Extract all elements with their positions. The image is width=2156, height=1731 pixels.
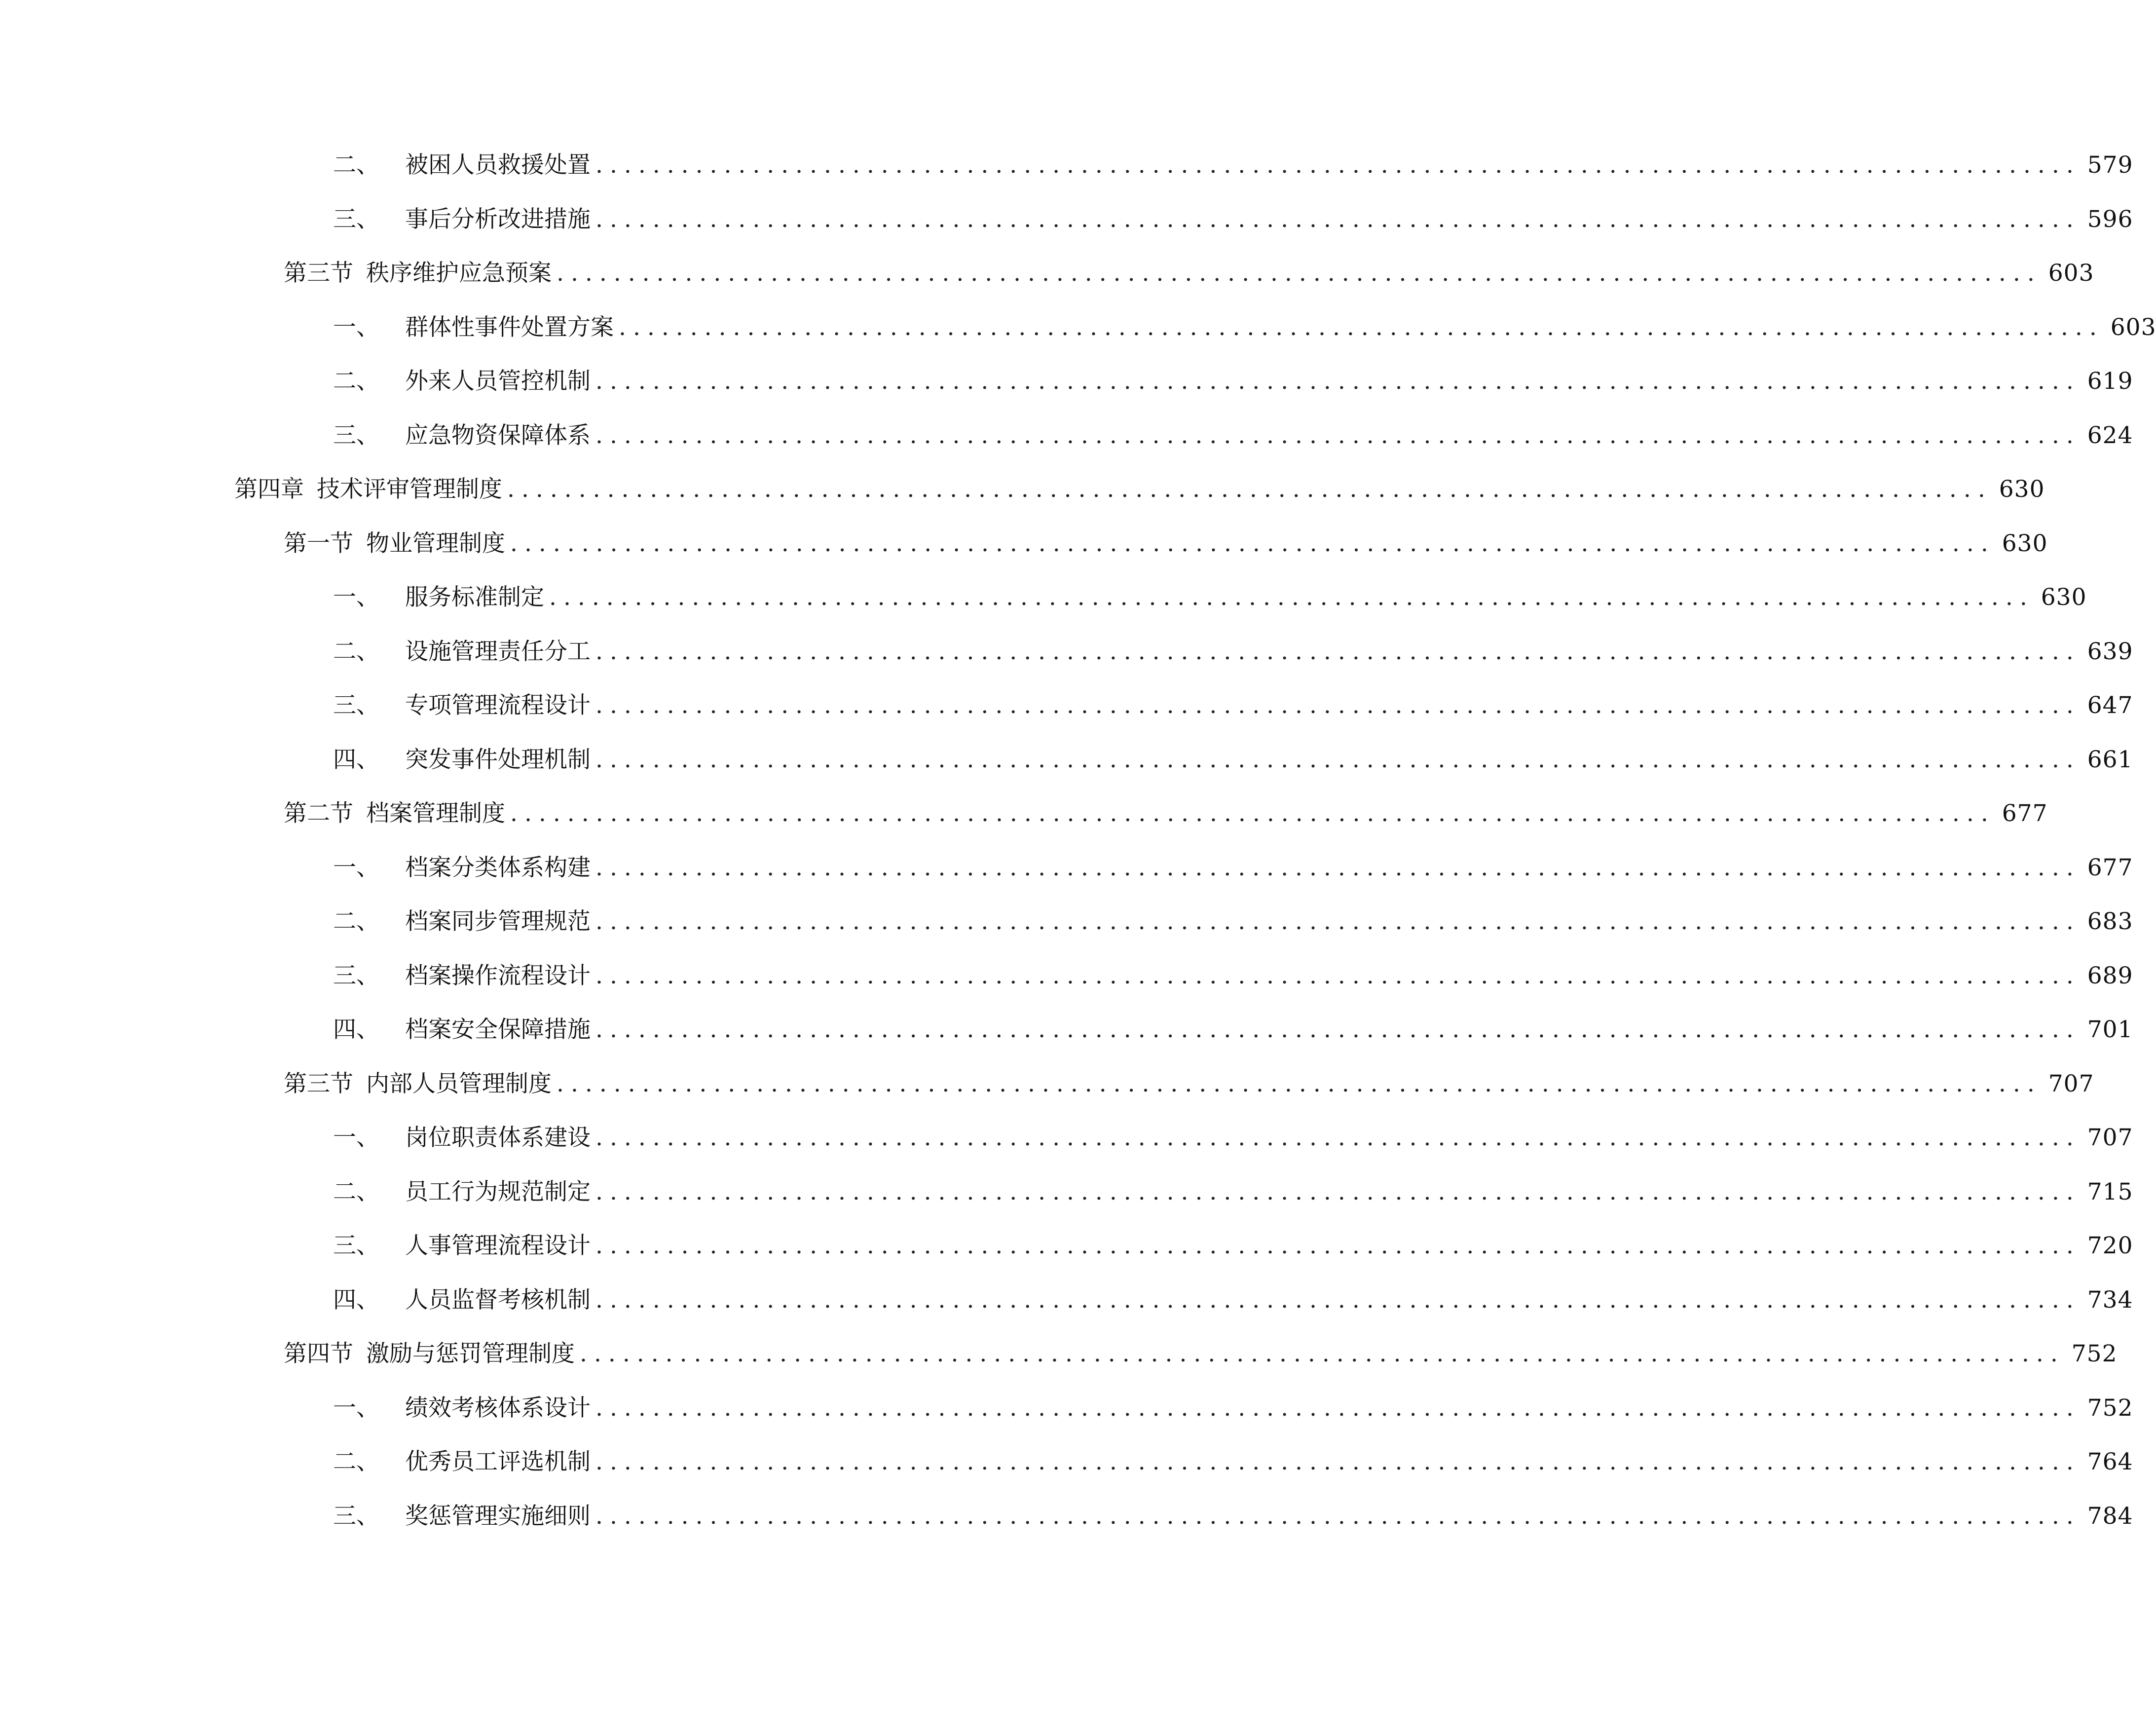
toc-page-number: 579: [2087, 151, 2133, 179]
toc-entry-number: 二、: [333, 368, 379, 395]
toc-entry-number: 三、: [333, 1503, 379, 1530]
toc-entry-title: 应急物资保障体系: [405, 422, 591, 449]
toc-entry-title: 激励与惩罚管理制度: [366, 1340, 575, 1367]
toc-entry-number: 一、: [333, 314, 379, 341]
toc-entry-number: 二、: [333, 1178, 379, 1205]
toc-entry-number: 一、: [333, 584, 379, 611]
toc-entry[interactable]: [0, 848, 2133, 888]
toc-page-number: 603: [2110, 314, 2156, 341]
toc-entry-title: 档案管理制度: [366, 800, 505, 827]
toc-page-number: 707: [2087, 1124, 2133, 1151]
toc-dot-leader: ........................................................................................................: [595, 1503, 2081, 1530]
toc-entry-title: 档案操作流程设计: [405, 962, 591, 989]
toc-entry-title: 群体性事件处置方案: [405, 314, 614, 341]
toc-entry-title: 设施管理责任分工: [405, 638, 591, 665]
toc-page-number: 647: [2087, 692, 2133, 719]
toc-entry-title: 技术评审管理制度: [317, 476, 502, 503]
toc-dot-leader: ........................................................................................................: [595, 1232, 2081, 1259]
toc-entry-number: 第四节: [284, 1340, 353, 1367]
toc-dot-leader: ........................................................................................................: [510, 800, 1995, 827]
toc-entry-title: 人事管理流程设计: [405, 1232, 591, 1259]
toc-dot-leader: ........................................................................................................: [549, 584, 2034, 611]
toc-page-number: 752: [2071, 1340, 2118, 1367]
toc-entry-title: 人员监督考核机制: [405, 1286, 591, 1314]
toc-entry-number: 第四章: [234, 476, 304, 503]
toc-entry-number: 三、: [333, 422, 379, 449]
toc-page-number: 639: [2087, 638, 2133, 665]
toc-entry-number: 一、: [333, 1394, 379, 1422]
toc-entry-title: 奖惩管理实施细则: [405, 1503, 591, 1530]
toc-page-number: 720: [2087, 1232, 2133, 1259]
toc-dot-leader: ........................................................................................................: [580, 1340, 2065, 1367]
toc-entry[interactable]: [0, 956, 2133, 996]
toc-dot-leader: ........................................................................................................: [595, 692, 2081, 719]
toc-entry[interactable]: [0, 632, 2133, 672]
toc-entry[interactable]: [0, 794, 2048, 833]
toc-page-number: 661: [2087, 746, 2133, 773]
toc-dot-leader: ........................................................................................................: [595, 422, 2081, 449]
toc-entry[interactable]: [0, 524, 2048, 564]
toc-entry-title: 外来人员管控机制: [405, 368, 591, 395]
toc-page-number: 630: [1999, 476, 2045, 503]
toc-entry[interactable]: [0, 362, 2133, 401]
toc-dot-leader: ........................................................................................................: [595, 368, 2081, 395]
toc-entry[interactable]: [0, 578, 2087, 617]
toc-page-number: 596: [2087, 206, 2133, 233]
toc-entry-title: 档案同步管理规范: [405, 908, 591, 935]
toc-entry-title: 员工行为规范制定: [405, 1178, 591, 1205]
toc-dot-leader: ........................................................................................................: [595, 746, 2081, 773]
toc-entry-number: 第三节: [284, 260, 353, 287]
toc-entry-number: 三、: [333, 962, 379, 989]
toc-page-number: 701: [2087, 1016, 2133, 1043]
toc-page-number: 784: [2087, 1503, 2133, 1530]
toc-entry-title: 岗位职责体系建设: [405, 1124, 591, 1151]
toc-entry[interactable]: [0, 1010, 2133, 1050]
toc-dot-leader: ........................................................................................................: [595, 1124, 2081, 1151]
toc-entry[interactable]: [0, 470, 2045, 509]
toc-page-number: 764: [2087, 1448, 2133, 1475]
toc-entry-title: 档案安全保障措施: [405, 1016, 591, 1043]
toc-entry[interactable]: [0, 1172, 2133, 1212]
toc-entry[interactable]: [0, 146, 2133, 185]
toc-dot-leader: ........................................................................................................: [595, 962, 2081, 989]
toc-entry-title: 档案分类体系构建: [405, 854, 591, 881]
toc-dot-leader: ........................................................................................................: [595, 1394, 2081, 1422]
toc-dot-leader: ........................................................................................................: [595, 1016, 2081, 1043]
toc-dot-leader: ........................................................................................................: [619, 314, 2104, 341]
toc-page-number: 752: [2087, 1394, 2133, 1422]
toc-page-number: 619: [2087, 368, 2133, 395]
toc-entry-number: 二、: [333, 151, 379, 179]
toc-page-number: 689: [2087, 962, 2133, 989]
toc-dot-leader: ........................................................................................................: [510, 530, 1995, 557]
toc-page-number: 707: [2048, 1070, 2094, 1097]
toc-page-number: 734: [2087, 1286, 2133, 1314]
toc-dot-leader: ........................................................................................................: [507, 476, 1992, 503]
toc-entry-number: 第二节: [284, 800, 353, 827]
toc-entry[interactable]: [0, 416, 2133, 455]
toc-entry-title: 优秀员工评选机制: [405, 1448, 591, 1475]
toc-entry-title: 内部人员管理制度: [366, 1070, 552, 1097]
toc-page-number: 624: [2087, 422, 2133, 449]
toc-entry-number: 四、: [333, 746, 379, 773]
toc-entry-number: 二、: [333, 908, 379, 935]
toc-entry-number: 第三节: [284, 1070, 353, 1097]
toc-entry[interactable]: [0, 902, 2133, 941]
toc-entry[interactable]: [0, 1064, 2094, 1104]
toc-dot-leader: ........................................................................................................: [557, 260, 2042, 287]
toc-entry[interactable]: [0, 1280, 2133, 1320]
toc-dot-leader: ........................................................................................................: [595, 638, 2081, 665]
toc-entry-number: 二、: [333, 1448, 379, 1475]
toc-page-number: 715: [2087, 1178, 2133, 1205]
toc-entry-number: 二、: [333, 638, 379, 665]
toc-page-number: 630: [2002, 530, 2048, 557]
toc-entry[interactable]: [0, 1334, 2118, 1374]
toc-page-number: 603: [2048, 260, 2094, 287]
toc-dot-leader: ........................................................................................................: [557, 1070, 2042, 1097]
toc-entry-title: 物业管理制度: [366, 530, 505, 557]
toc-dot-leader: ........................................................................................................: [595, 854, 2081, 881]
toc-entry[interactable]: [0, 1118, 2133, 1158]
toc-dot-leader: ........................................................................................................: [595, 1448, 2081, 1475]
toc-entry-number: 三、: [333, 1232, 379, 1259]
toc-page-number: 677: [2087, 854, 2133, 881]
toc-entry-title: 专项管理流程设计: [405, 692, 591, 719]
toc-page-number: 683: [2087, 908, 2133, 935]
toc-entry-number: 第一节: [284, 530, 353, 557]
toc-entry[interactable]: [0, 686, 2133, 725]
toc-entry[interactable]: [0, 254, 2094, 293]
toc-entry-number: 三、: [333, 206, 379, 233]
toc-entry-number: 四、: [333, 1016, 379, 1043]
toc-entry-title: 事后分析改进措施: [405, 206, 591, 233]
toc-page-number: 677: [2002, 800, 2048, 827]
toc-entry[interactable]: [0, 1389, 2133, 1428]
toc-entry-title: 绩效考核体系设计: [405, 1394, 591, 1422]
toc-dot-leader: ........................................................................................................: [595, 1286, 2081, 1314]
toc-entry-title: 秩序维护应急预案: [366, 260, 552, 287]
toc-entry-number: 四、: [333, 1286, 379, 1314]
toc-entry-title: 突发事件处理机制: [405, 746, 591, 773]
toc-entry[interactable]: [0, 200, 2133, 239]
toc-dot-leader: ........................................................................................................: [595, 206, 2081, 233]
toc-entry[interactable]: [0, 1226, 2133, 1266]
toc-page-number: 630: [2041, 584, 2087, 611]
toc-entry-number: 一、: [333, 854, 379, 881]
toc-entry[interactable]: [0, 740, 2133, 780]
toc-entry-title: 被困人员救援处置: [405, 151, 591, 179]
toc-entry-title: 服务标准制定: [405, 584, 544, 611]
toc-entry-number: 一、: [333, 1124, 379, 1151]
toc-entry-number: 三、: [333, 692, 379, 719]
toc-entry[interactable]: [0, 1497, 2133, 1536]
toc-dot-leader: ........................................................................................................: [595, 151, 2081, 179]
toc-entry[interactable]: [0, 1442, 2133, 1482]
toc-dot-leader: ........................................................................................................: [595, 1178, 2081, 1205]
toc-dot-leader: ........................................................................................................: [595, 908, 2081, 935]
toc-entry[interactable]: [0, 308, 2156, 347]
